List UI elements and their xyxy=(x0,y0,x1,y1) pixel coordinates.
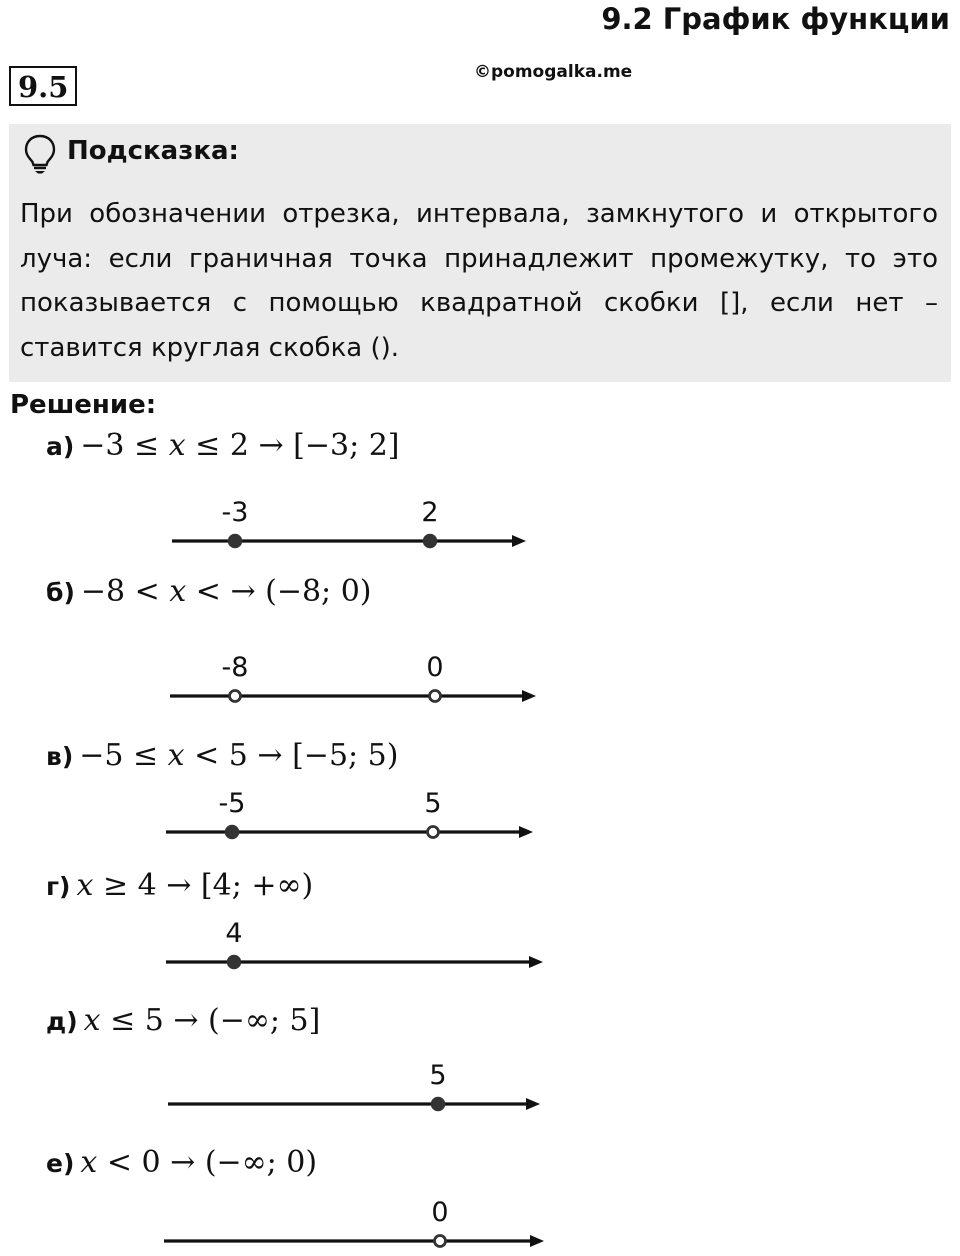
hint-title: Подсказка: xyxy=(67,136,239,166)
item-expression: 𝑥 ≥ 4 → [4; +∞) xyxy=(76,868,314,903)
item-expression: −5 ≤ 𝑥 < 5 → [−5; 5) xyxy=(79,738,399,773)
item-label: г) xyxy=(46,872,71,901)
item-label: а) xyxy=(46,432,75,461)
open-point xyxy=(428,827,439,838)
tick-label: 2 xyxy=(421,497,439,528)
filled-point xyxy=(424,535,437,548)
tick-label: 5 xyxy=(429,1060,447,1091)
item-label: е) xyxy=(46,1149,75,1178)
tick-label: 4 xyxy=(225,918,243,949)
watermark: ©pomogalka.me xyxy=(474,62,633,82)
task-number: 9.5 xyxy=(9,66,77,106)
solution-title: Решение: xyxy=(10,390,157,420)
tick-label: -5 xyxy=(218,788,246,819)
tick-label: 5 xyxy=(424,788,442,819)
item-expression: −8 < 𝑥 < → (−8; 0) xyxy=(80,574,372,609)
tick-label: 0 xyxy=(431,1197,449,1228)
number-line-arrow xyxy=(529,956,543,968)
item-label: б) xyxy=(46,578,75,607)
number-line-arrow xyxy=(519,826,533,838)
filled-point xyxy=(229,535,242,548)
tick-label: 0 xyxy=(426,652,444,683)
item-label: д) xyxy=(46,1007,78,1036)
item-expression: 𝑥 ≤ 5 → (−∞; 5] xyxy=(83,1003,321,1038)
number-line-arrow xyxy=(522,690,536,702)
filled-point xyxy=(226,826,239,839)
section-title: 9.2 График функции xyxy=(601,2,950,36)
item-expression: −3 ≤ 𝑥 ≤ 2 → [−3; 2] xyxy=(80,428,400,463)
open-point xyxy=(230,691,241,702)
tick-label: -3 xyxy=(221,497,249,528)
number-line-arrow xyxy=(530,1235,544,1247)
open-point xyxy=(435,1236,446,1247)
hint-text: При обозначении отрезка, интервала, замкнутого и открытого луча: если граничная точка принадлежит промежутку, то это показывается с помощью квадратной скобки [], если нет – ставится круглая скобка (). xyxy=(20,199,938,363)
item-expression: 𝑥 < 0 → (−∞; 0) xyxy=(80,1145,318,1180)
filled-point xyxy=(432,1098,445,1111)
item-label: в) xyxy=(46,742,74,771)
filled-point xyxy=(228,956,241,969)
open-point xyxy=(430,691,441,702)
tick-label: -8 xyxy=(221,652,249,683)
number-line-arrow xyxy=(526,1098,540,1110)
number-line-arrow xyxy=(512,535,526,547)
